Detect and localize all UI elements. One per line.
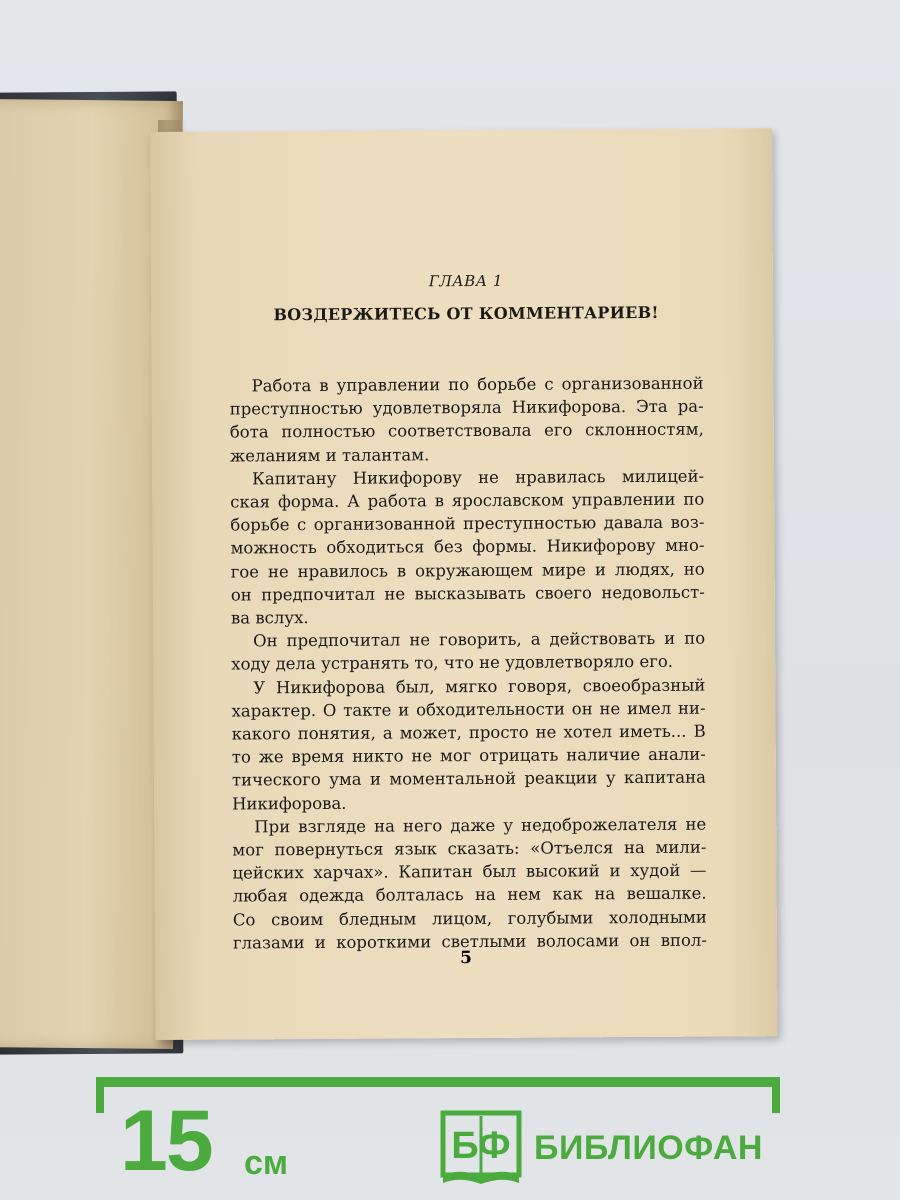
page-text-block	[229, 271, 707, 955]
text-line: Он предпочитал не говорить, а действовать и по	[253, 628, 706, 651]
logo-letters: БФ	[451, 1125, 511, 1167]
text-line: тического ума и моментальной реакции у капитана	[231, 768, 707, 790]
size-ruler-bar	[96, 1077, 780, 1087]
text-line: Капитану Никифорову не нравилась милицей-	[252, 466, 705, 489]
text-line: При взгляде на него даже у недоброжелателя не	[254, 814, 707, 837]
text-line: мог повернуться язык сказать: «Отъелся на мили-	[232, 837, 707, 860]
text-line: Работа в управлении по борьбе с организованной	[251, 373, 704, 396]
text-line: борьбе с организованной преступностью давала воз-	[230, 512, 705, 535]
text-line: характер. О такте и обходительности он не имел ни-	[231, 698, 706, 721]
size-unit: см	[244, 1144, 289, 1182]
text-line: ходу дела устранять то, что не удовлетворяло его.	[231, 652, 674, 674]
ruler-tick-right	[772, 1077, 780, 1113]
text-line: то же время никто не мог отрицать наличие анали-	[231, 744, 706, 767]
text-line: ская форма. А работа в ярославском управлении по	[230, 489, 705, 512]
size-value: 15	[120, 1093, 212, 1189]
text-line: желаниям и талантам.	[229, 444, 430, 466]
text-line: бота полностью соответствовала его склонностям,	[229, 420, 704, 442]
text-line: гое не нравилось в окружающем мире и людях, но	[230, 559, 705, 582]
text-line: Со своим бледным лицом, голубыми холодными	[232, 907, 707, 930]
text-line: У Никифорова был, мягко говоря, своеобразный	[253, 675, 706, 698]
text-line: любая одежда болталась на нем как на вешалке.	[232, 884, 707, 906]
ruler-tick-left	[96, 1077, 104, 1113]
text-line: какого понятия, а может, просто не хотел иметь... В	[231, 721, 706, 744]
chapter-heading: ГЛАВА 1	[428, 271, 503, 291]
text-line: он предпочитал не высказывать своего недовольст-	[230, 582, 705, 605]
text-line: Никифорова.	[232, 793, 347, 814]
text-line: преступностью удовлетворяла Никифорова. Эта ра-	[229, 396, 704, 419]
text-line: глазами и короткими светлыми волосами он впол-	[232, 930, 708, 953]
book-page	[150, 128, 778, 1040]
book-logo-icon	[440, 1110, 522, 1186]
text-line: цейских харчах». Капитан был высокий и худой —	[232, 860, 707, 883]
text-line: ва вслух.	[230, 608, 309, 628]
text-line: можность обходиться без формы. Никифорову мно-	[230, 536, 705, 558]
page-number: 5	[460, 948, 473, 969]
brand-name: БИБЛИОФАН	[534, 1129, 763, 1167]
chapter-title: ВОЗДЕРЖИТЕСЬ ОТ КОММЕНТАРИЕВ!	[273, 302, 659, 325]
